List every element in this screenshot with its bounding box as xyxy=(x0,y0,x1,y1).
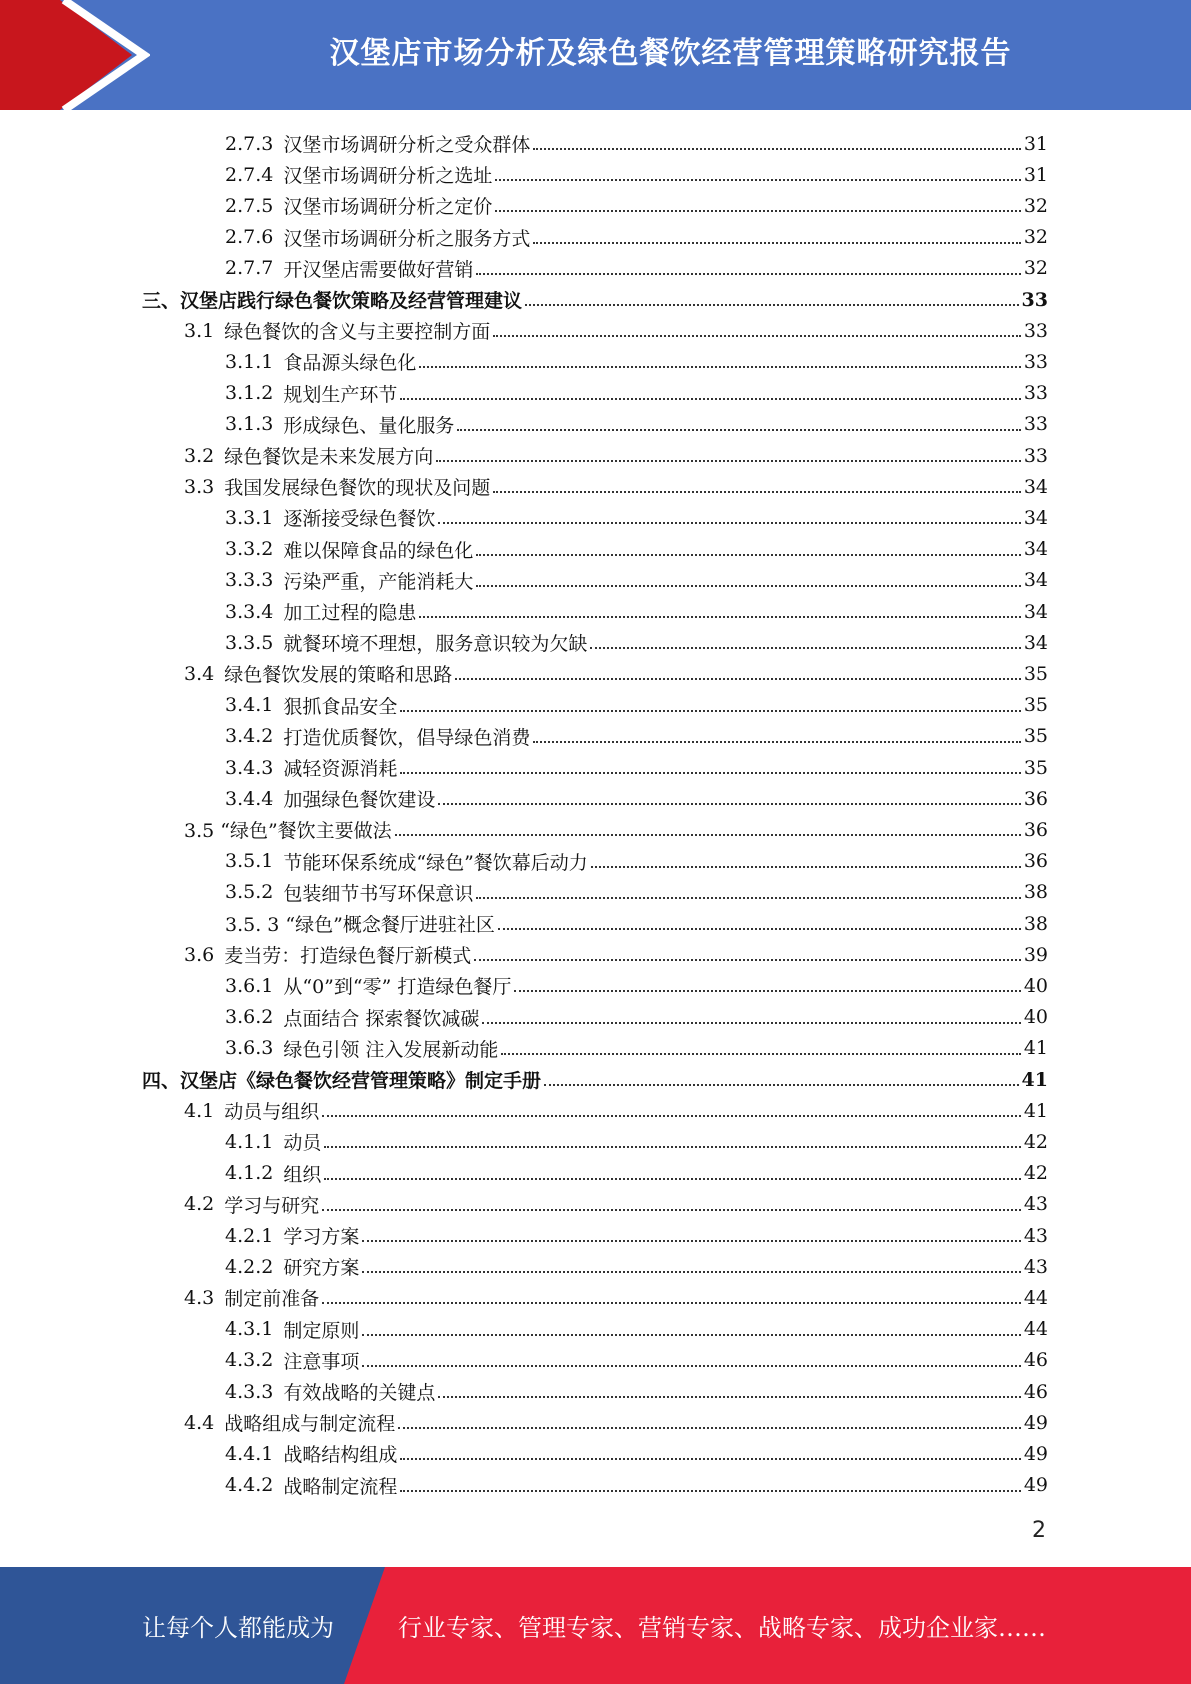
toc-entry-title: 从“0”到“零” 打造绿色餐厅 xyxy=(283,976,512,999)
toc-entry[interactable] xyxy=(225,1126,1048,1157)
toc-entry[interactable] xyxy=(184,1407,1048,1438)
toc-entry-page: 49 xyxy=(1023,1442,1048,1465)
toc-entry-title: 3.5. 3 “绿色”概念餐厅进驻社区 xyxy=(225,914,495,936)
toc-entry[interactable] xyxy=(225,534,1048,565)
toc-dot-leader xyxy=(591,866,1021,868)
toc-entry-page: 49 xyxy=(1023,1411,1048,1434)
toc-entry[interactable] xyxy=(225,565,1048,596)
toc-entry[interactable] xyxy=(184,658,1048,689)
toc-entry-number: 3.3.2 xyxy=(225,538,274,561)
toc-entry-title: 狠抓食品安全 xyxy=(283,695,398,718)
toc-entry-page: 49 xyxy=(1023,1474,1048,1497)
toc-entry-page: 38 xyxy=(1023,912,1048,935)
toc-entry-page: 42 xyxy=(1023,1162,1048,1185)
toc-entry-title: 动员 xyxy=(283,1132,322,1155)
toc-entry-number: 4.2.1 xyxy=(225,1224,274,1247)
toc-entry-number: 3.3.3 xyxy=(225,569,274,592)
toc-entry-page: 41 xyxy=(1023,1099,1048,1122)
toc-entry-title: 加工过程的隐患 xyxy=(283,602,417,624)
toc-entry-title: 注意事项 xyxy=(283,1350,360,1373)
toc-dot-leader xyxy=(322,1115,1021,1117)
toc-entry-page: 32 xyxy=(1023,257,1048,280)
toc-entry[interactable] xyxy=(225,752,1048,783)
toc-entry-title: 汉堡市场调研分析之选址 xyxy=(283,165,493,188)
toc-dot-leader xyxy=(590,647,1020,649)
toc-entry[interactable] xyxy=(225,846,1048,877)
toc-entry[interactable] xyxy=(142,284,1048,315)
toc-entry-page: 35 xyxy=(1023,694,1048,717)
toc-entry-number: 3.3 xyxy=(184,475,215,498)
toc-dot-leader xyxy=(455,678,1021,680)
toc-entry-title: 研究方案 xyxy=(283,1257,360,1280)
toc-entry[interactable] xyxy=(225,378,1048,409)
toc-entry-title: 汉堡市场调研分析之受众群体 xyxy=(283,134,531,156)
toc-entry[interactable] xyxy=(225,1220,1048,1251)
toc-entry-page: 41 xyxy=(1021,1068,1048,1091)
toc-dot-leader xyxy=(398,1427,1021,1429)
toc-entry[interactable] xyxy=(225,1376,1048,1407)
toc-entry-number: 4.2.2 xyxy=(225,1255,274,1278)
toc-entry-page: 34 xyxy=(1023,600,1048,623)
toc-entry-number: 3.6 xyxy=(184,943,215,966)
toc-entry-title: 污染严重，产能消耗大 xyxy=(283,570,474,593)
toc-entry[interactable] xyxy=(225,690,1048,721)
toc-entry-number: 4.1.2 xyxy=(225,1162,274,1185)
toc-entry-number: 4.4.2 xyxy=(225,1474,274,1497)
toc-entry[interactable] xyxy=(225,596,1048,627)
toc-entry[interactable] xyxy=(225,627,1048,658)
toc-entry-page: 43 xyxy=(1023,1224,1048,1247)
toc-entry[interactable] xyxy=(225,1438,1048,1469)
toc-entry-title: 组织 xyxy=(283,1163,322,1186)
toc-entry-title: 形成绿色、量化服务 xyxy=(283,414,455,437)
toc-entry[interactable] xyxy=(184,440,1048,471)
toc-entry-number: 2.7.4 xyxy=(225,163,274,186)
toc-dot-leader xyxy=(362,1334,1020,1336)
footer-slogan-left: 让每个人都能成为 xyxy=(142,1614,334,1642)
toc-entry-page: 36 xyxy=(1023,818,1048,841)
toc-dot-leader xyxy=(514,990,1020,992)
toc-entry-number: 4.1 xyxy=(184,1099,215,1122)
footer-slogan-right: 行业专家、管理专家、营销专家、战略专家、成功企业家…… xyxy=(398,1614,1046,1642)
toc-entry-number: 3.4.1 xyxy=(225,694,274,717)
toc-dot-leader xyxy=(362,1365,1020,1367)
toc-entry-page: 35 xyxy=(1023,756,1048,779)
toc-entry-number: 4.3.2 xyxy=(225,1349,274,1372)
toc-entry-title: 三、汉堡店践行绿色餐饮策略及经营管理建议 xyxy=(142,290,523,312)
toc-entry-number: 3.4.3 xyxy=(225,756,274,779)
toc-dot-leader xyxy=(400,398,1020,400)
toc-entry-number: 3.3.1 xyxy=(225,506,274,529)
toc-dot-leader xyxy=(474,959,1021,961)
toc-entry-number: 4.1.1 xyxy=(225,1130,274,1153)
toc-dot-leader xyxy=(495,210,1020,212)
toc-entry-title: 学习与研究 xyxy=(224,1194,320,1217)
toc-entry-page: 36 xyxy=(1023,787,1048,810)
toc-entry[interactable] xyxy=(184,814,1048,845)
toc-entry[interactable] xyxy=(225,222,1048,253)
toc-dot-leader xyxy=(436,460,1021,462)
toc-entry-page: 44 xyxy=(1023,1286,1048,1309)
toc-dot-leader xyxy=(501,1053,1020,1055)
toc-entry-title: 四、汉堡店《绿色餐饮经营管理策略》制定手册 xyxy=(142,1070,542,1092)
toc-entry-page: 34 xyxy=(1023,538,1048,561)
toc-entry-title: 食品源头绿色化 xyxy=(283,352,417,375)
toc-entry-number: 3.5.2 xyxy=(225,881,274,904)
toc-entry-title: 绿色餐饮是未来发展方向 xyxy=(224,446,434,468)
toc-entry[interactable] xyxy=(142,1064,1048,1095)
toc-entry-page: 43 xyxy=(1023,1193,1048,1216)
page-header xyxy=(0,0,1191,110)
toc-entry[interactable] xyxy=(225,908,1048,939)
toc-entry-page: 34 xyxy=(1023,475,1048,498)
toc-entry-page: 43 xyxy=(1023,1255,1048,1278)
toc-entry-page: 33 xyxy=(1023,319,1048,342)
toc-entry[interactable] xyxy=(225,783,1048,814)
toc-entry[interactable] xyxy=(184,1095,1048,1126)
toc-entry-title: 麦当劳：打造绿色餐厅新模式 xyxy=(224,945,472,968)
toc-entry[interactable] xyxy=(225,1002,1048,1033)
toc-entry-number: 3.4 xyxy=(184,662,215,685)
toc-entry[interactable] xyxy=(225,159,1048,190)
toc-entry[interactable] xyxy=(225,409,1048,440)
toc-entry-title: 3.5 “绿色”餐饮主要做法 xyxy=(184,820,392,843)
toc-entry-number: 2.7.5 xyxy=(225,194,274,217)
toc-dot-leader xyxy=(533,741,1020,743)
toc-entry-page: 33 xyxy=(1023,382,1048,405)
toc-entry-title: 加强绿色餐饮建设 xyxy=(283,789,436,812)
toc-entry-title: 节能环保系统成“绿色”餐饮幕后动力 xyxy=(283,851,588,874)
toc-dot-leader xyxy=(482,1022,1020,1024)
toc-entry-page: 33 xyxy=(1023,444,1048,467)
toc-dot-leader xyxy=(533,242,1020,244)
toc-dot-leader xyxy=(400,1458,1020,1460)
toc-dot-leader xyxy=(324,1178,1020,1180)
toc-entry-title: 绿色引领 注入发展新动能 xyxy=(283,1038,499,1061)
toc-entry-page: 36 xyxy=(1023,850,1048,873)
toc-entry-page: 33 xyxy=(1021,288,1048,311)
toc-entry-title: 规划生产环节 xyxy=(283,383,398,406)
toc-entry-number: 3.6.2 xyxy=(225,1006,274,1029)
toc-entry-number: 4.3.1 xyxy=(225,1318,274,1341)
toc-dot-leader xyxy=(525,304,1019,306)
toc-entry-title: 战略制定流程 xyxy=(283,1475,398,1498)
toc-entry-number: 2.7.3 xyxy=(225,132,274,155)
toc-dot-leader xyxy=(438,522,1020,524)
toc-entry-number: 3.1 xyxy=(184,319,215,342)
toc-dot-leader xyxy=(476,554,1020,556)
toc-dot-leader xyxy=(544,1084,1019,1086)
document-title: 汉堡店市场分析及绿色餐饮经营管理策略研究报告 xyxy=(329,36,1012,71)
toc-entry-title: 动员与组织 xyxy=(224,1101,320,1124)
toc-entry-page: 39 xyxy=(1023,943,1048,966)
toc-entry-page: 31 xyxy=(1023,163,1048,186)
toc-entry-page: 32 xyxy=(1023,194,1048,217)
toc-entry-number: 4.4 xyxy=(184,1411,215,1434)
toc-entry[interactable] xyxy=(184,1189,1048,1220)
toc-dot-leader xyxy=(400,1490,1020,1492)
toc-entry-page: 35 xyxy=(1023,662,1048,685)
toc-entry-page: 44 xyxy=(1023,1318,1048,1341)
toc-entry-page: 34 xyxy=(1023,631,1048,654)
toc-entry-page: 46 xyxy=(1023,1380,1048,1403)
toc-dot-leader xyxy=(322,1302,1021,1304)
toc-entry-page: 40 xyxy=(1023,974,1048,997)
toc-entry-title: 战略结构组成 xyxy=(283,1444,398,1467)
toc-dot-leader xyxy=(493,335,1021,337)
toc-dot-leader xyxy=(395,834,1021,836)
toc-dot-leader xyxy=(476,897,1020,899)
toc-entry-number: 3.1.2 xyxy=(225,382,274,405)
toc-dot-leader xyxy=(324,1146,1020,1148)
toc-dot-leader xyxy=(438,803,1020,805)
toc-entry-number: 4.3 xyxy=(184,1286,215,1309)
toc-entry[interactable] xyxy=(225,1251,1048,1282)
toc-entry[interactable] xyxy=(184,315,1048,346)
toc-entry-page: 46 xyxy=(1023,1349,1048,1372)
toc-entry-page: 33 xyxy=(1023,350,1048,373)
toc-dot-leader xyxy=(419,366,1020,368)
toc-entry[interactable] xyxy=(184,471,1048,502)
toc-entry-title: 绿色餐饮发展的策略和思路 xyxy=(224,664,453,687)
toc-entry[interactable] xyxy=(225,1470,1048,1501)
toc-entry-page: 38 xyxy=(1023,881,1048,904)
toc-entry[interactable] xyxy=(225,721,1048,752)
toc-entry-title: 制定前准备 xyxy=(224,1288,320,1311)
toc-entry[interactable] xyxy=(184,939,1048,970)
toc-entry-number: 3.3.4 xyxy=(225,600,274,623)
toc-entry-number: 4.4.1 xyxy=(225,1442,274,1465)
toc-entry-number: 4.2 xyxy=(184,1193,215,1216)
toc-dot-leader xyxy=(498,928,1021,930)
toc-entry-page: 40 xyxy=(1023,1006,1048,1029)
toc-entry-page: 31 xyxy=(1023,132,1048,155)
toc-entry-page: 41 xyxy=(1023,1037,1048,1060)
toc-entry-page: 34 xyxy=(1023,569,1048,592)
toc-entry-title: 难以保障食品的绿色化 xyxy=(283,539,474,562)
toc-entry-title: 就餐环境不理想，服务意识较为欠缺 xyxy=(283,633,588,656)
toc-entry-number: 3.1.3 xyxy=(225,413,274,436)
toc-entry-number: 3.6.3 xyxy=(225,1037,274,1060)
toc-entry-number: 3.4.2 xyxy=(225,725,274,748)
toc-entry-page: 32 xyxy=(1023,226,1048,249)
toc-entry-title: 点面结合 探索餐饮减碳 xyxy=(283,1007,480,1030)
toc-entry-title: 包装细节书写环保意识 xyxy=(283,882,474,905)
toc-entry[interactable] xyxy=(225,877,1048,908)
toc-entry[interactable] xyxy=(225,1314,1048,1345)
toc-entry-title: 减轻资源消耗 xyxy=(283,758,398,780)
toc-entry-number: 3.3.5 xyxy=(225,631,274,654)
toc-entry[interactable] xyxy=(225,128,1048,159)
toc-dot-leader xyxy=(438,1396,1020,1398)
toc-entry-title: 绿色餐饮的含义与主要控制方面 xyxy=(224,321,491,344)
toc-dot-leader xyxy=(533,148,1020,150)
toc-entry-page: 34 xyxy=(1023,506,1048,529)
toc-entry[interactable] xyxy=(225,253,1048,284)
toc-entry[interactable] xyxy=(225,1158,1048,1189)
toc-dot-leader xyxy=(400,772,1020,774)
toc-entry-number: 2.7.7 xyxy=(225,257,274,280)
toc-entry[interactable] xyxy=(225,190,1048,221)
toc-entry-number: 3.6.1 xyxy=(225,974,274,997)
toc-dot-leader xyxy=(495,179,1020,181)
toc-entry[interactable] xyxy=(225,346,1048,377)
toc-entry-title: 我国发展绿色餐饮的现状及问题 xyxy=(224,477,491,500)
header-chevron-graphic xyxy=(0,0,150,110)
toc-dot-leader xyxy=(322,1209,1021,1211)
toc-entry-title: 学习方案 xyxy=(283,1226,360,1248)
toc-entry-number: 3.2 xyxy=(184,444,215,467)
toc-entry[interactable] xyxy=(225,1033,1048,1064)
toc-entry-title: 打造优质餐饮，倡导绿色消费 xyxy=(283,726,531,749)
toc-entry-title: 逐渐接受绿色餐饮 xyxy=(283,508,436,531)
toc-dot-leader xyxy=(362,1240,1020,1242)
toc-entry-title: 制定原则 xyxy=(283,1319,360,1342)
toc-entry[interactable] xyxy=(184,1282,1048,1313)
toc-entry-number: 3.5.1 xyxy=(225,850,274,873)
toc-entry-title: 开汉堡店需要做好营销 xyxy=(283,258,474,281)
toc-dot-leader xyxy=(419,616,1020,618)
toc-entry-title: 有效战略的关键点 xyxy=(283,1382,436,1404)
toc-entry-title: 汉堡市场调研分析之服务方式 xyxy=(283,227,531,250)
toc-dot-leader xyxy=(457,429,1020,431)
toc-entry-number: 3.4.4 xyxy=(225,787,274,810)
page-footer xyxy=(0,1567,1191,1684)
toc-entry[interactable] xyxy=(225,970,1048,1001)
toc-entry[interactable] xyxy=(225,1345,1048,1376)
toc-dot-leader xyxy=(476,273,1020,275)
toc-entry-number: 3.1.1 xyxy=(225,350,274,373)
toc-entry-title: 汉堡市场调研分析之定价 xyxy=(283,196,493,219)
toc-dot-leader xyxy=(362,1271,1020,1273)
toc-entry[interactable] xyxy=(225,502,1048,533)
toc-entry-page: 33 xyxy=(1023,413,1048,436)
page-number: 2 xyxy=(1032,1518,1046,1543)
toc-dot-leader xyxy=(476,585,1020,587)
toc-entry-number: 4.3.3 xyxy=(225,1380,274,1403)
toc-entry-page: 42 xyxy=(1023,1130,1048,1153)
toc-entry-page: 35 xyxy=(1023,725,1048,748)
toc-entry-number: 2.7.6 xyxy=(225,226,274,249)
toc-dot-leader xyxy=(400,710,1020,712)
toc-entry-title: 战略组成与制定流程 xyxy=(224,1413,396,1436)
toc-dot-leader xyxy=(493,491,1021,493)
